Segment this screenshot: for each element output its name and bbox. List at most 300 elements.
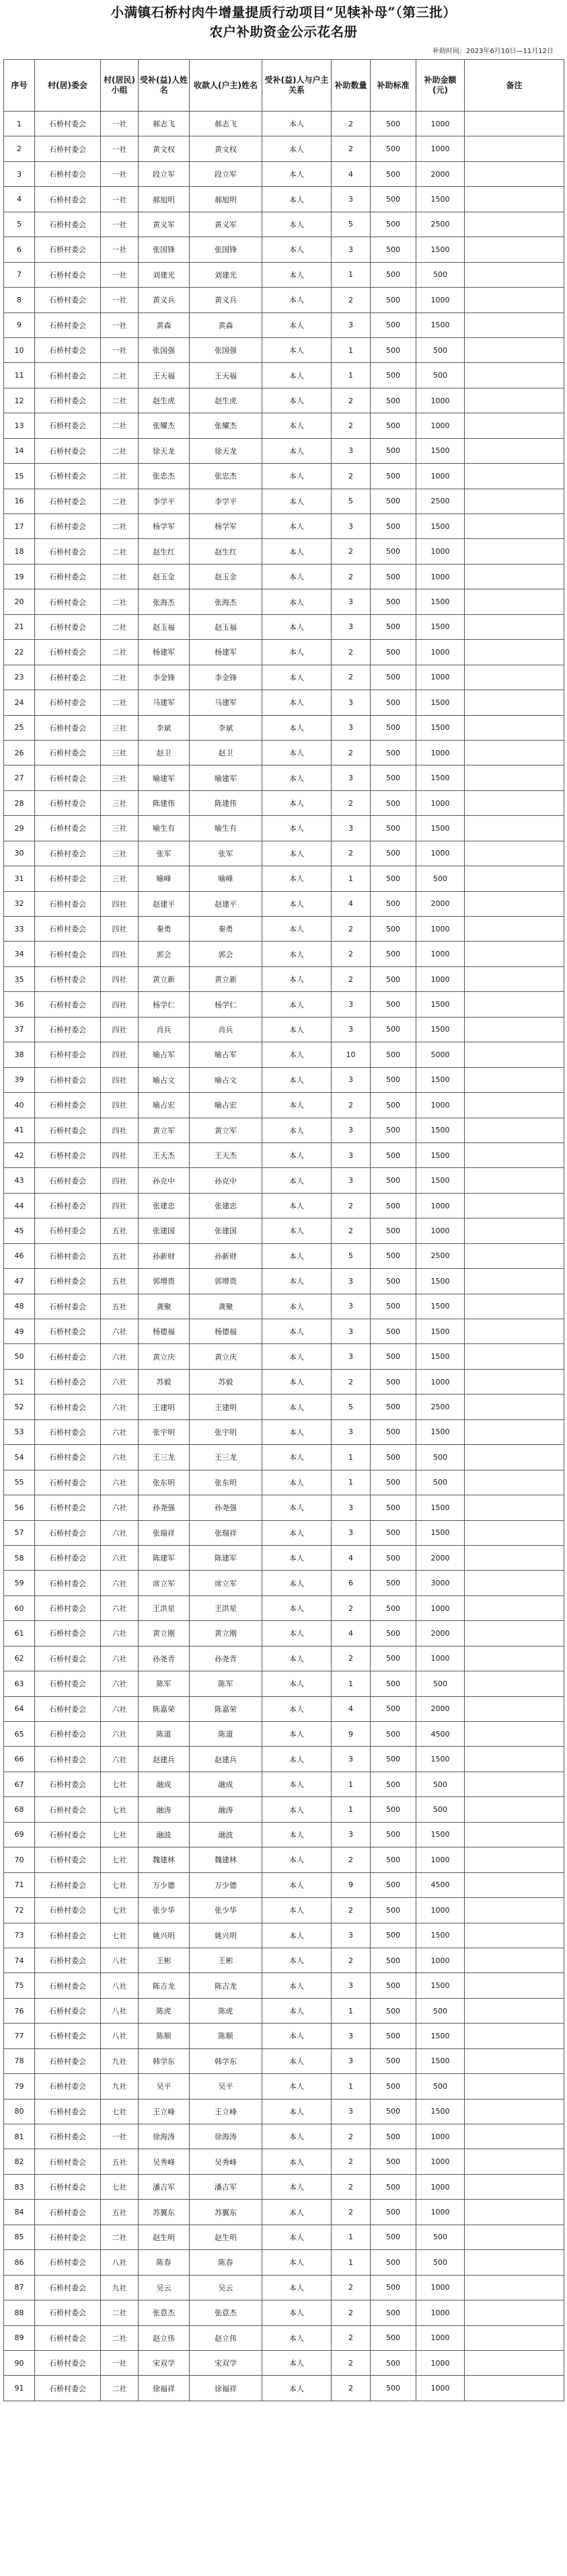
- cell-qty: 3: [332, 1973, 371, 1998]
- cell-payee: 喻峰: [190, 866, 262, 891]
- table-row: [4, 1772, 564, 1796]
- table-row: [4, 1696, 564, 1721]
- cell-village: 石桥村委会: [35, 1545, 101, 1570]
- cell-amount: 1000: [416, 1595, 465, 1620]
- cell-std: 500: [371, 1571, 416, 1595]
- roster-table: [3, 59, 564, 2401]
- cell-no: 33: [4, 917, 35, 942]
- cell-amount: 2000: [416, 1696, 465, 1721]
- cell-name: 黄义军: [139, 212, 190, 237]
- cell-name: 张国强: [139, 337, 190, 362]
- cell-amount: 1000: [416, 1948, 465, 1972]
- cell-qty: 2: [332, 740, 371, 765]
- cell-name: 李学平: [139, 489, 190, 513]
- cell-note: [465, 1621, 564, 1646]
- cell-std: 500: [371, 841, 416, 866]
- cell-name: 黄立军: [139, 1118, 190, 1142]
- table-row: [4, 1595, 564, 1620]
- cell-no: 56: [4, 1495, 35, 1520]
- table-row: [4, 1017, 564, 1042]
- cell-payee: 张忠杰: [190, 464, 262, 489]
- cell-village: 石桥村委会: [35, 1243, 101, 1268]
- cell-no: 74: [4, 1948, 35, 1972]
- cell-note: [465, 816, 564, 841]
- cell-no: 47: [4, 1269, 35, 1294]
- cell-note: [465, 489, 564, 513]
- cell-no: 4: [4, 187, 35, 212]
- cell-village: 石桥村委会: [35, 1646, 101, 1671]
- cell-village: 石桥村委会: [35, 891, 101, 916]
- cell-qty: 9: [332, 1872, 371, 1897]
- cell-name: 赵生虎: [139, 388, 190, 413]
- cell-std: 500: [371, 589, 416, 614]
- cell-relation: 本人: [262, 665, 332, 690]
- cell-village: 石桥村委会: [35, 1520, 101, 1545]
- cell-village: 石桥村委会: [35, 1571, 101, 1595]
- cell-amount: 1500: [416, 690, 465, 715]
- table-row: [4, 2149, 564, 2174]
- cell-qty: 2: [332, 665, 371, 690]
- cell-std: 500: [371, 2250, 416, 2275]
- cell-no: 24: [4, 690, 35, 715]
- cell-qty: 3: [332, 992, 371, 1017]
- cell-note: [465, 1344, 564, 1369]
- cell-std: 500: [371, 1847, 416, 1872]
- cell-village: 石桥村委会: [35, 740, 101, 765]
- cell-name: 赵生红: [139, 539, 190, 564]
- cell-relation: 本人: [262, 413, 332, 438]
- cell-qty: 5: [332, 1243, 371, 1268]
- cell-amount: 2000: [416, 1621, 465, 1646]
- cell-group: 二社: [101, 363, 139, 388]
- cell-std: 500: [371, 1998, 416, 2023]
- cell-no: 84: [4, 2200, 35, 2225]
- cell-qty: 3: [332, 438, 371, 463]
- cell-group: 二社: [101, 539, 139, 564]
- cell-name: 韩学东: [139, 2048, 190, 2073]
- table-row: [4, 715, 564, 740]
- cell-payee: 孙克中: [190, 1168, 262, 1193]
- cell-relation: 本人: [262, 942, 332, 966]
- cell-amount: 1000: [416, 288, 465, 313]
- cell-note: [465, 942, 564, 966]
- cell-qty: 2: [332, 2200, 371, 2225]
- cell-relation: 本人: [262, 1042, 332, 1067]
- cell-group: 六社: [101, 1646, 139, 1671]
- cell-note: [465, 1470, 564, 1495]
- cell-note: [465, 1142, 564, 1167]
- cell-group: 三社: [101, 740, 139, 765]
- cell-name: 吴秀峰: [139, 2149, 190, 2174]
- cell-amount: 1000: [416, 942, 465, 966]
- table-row: [4, 790, 564, 815]
- cell-payee: 李斌: [190, 715, 262, 740]
- cell-no: 69: [4, 1822, 35, 1847]
- cell-qty: 2: [332, 1595, 371, 1620]
- cell-group: 四社: [101, 1168, 139, 1193]
- cell-relation: 本人: [262, 2200, 332, 2225]
- cell-payee: 黄立军: [190, 1118, 262, 1142]
- cell-std: 500: [371, 464, 416, 489]
- cell-relation: 本人: [262, 2024, 332, 2048]
- cell-village: 石桥村委会: [35, 1294, 101, 1319]
- cell-note: [465, 1243, 564, 1268]
- cell-note: [465, 187, 564, 212]
- cell-village: 石桥村委会: [35, 715, 101, 740]
- cell-relation: 本人: [262, 2275, 332, 2300]
- cell-qty: 3: [332, 614, 371, 639]
- cell-note: [465, 1671, 564, 1696]
- cell-note: [465, 2099, 564, 2124]
- cell-std: 500: [371, 2200, 416, 2225]
- cell-note: [465, 891, 564, 916]
- cell-no: 79: [4, 2074, 35, 2099]
- cell-payee: 杨德福: [190, 1319, 262, 1344]
- cell-amount: 1500: [416, 816, 465, 841]
- table-row: [4, 841, 564, 866]
- cell-relation: 本人: [262, 1218, 332, 1243]
- cell-relation: 本人: [262, 2174, 332, 2199]
- cell-payee: 融涛: [190, 1797, 262, 1822]
- cell-relation: 本人: [262, 2074, 332, 2099]
- cell-std: 500: [371, 665, 416, 690]
- cell-village: 石桥村委会: [35, 2124, 101, 2149]
- cell-payee: 喻占文: [190, 1067, 262, 1092]
- cell-qty: 3: [332, 2099, 371, 2124]
- cell-relation: 本人: [262, 539, 332, 564]
- cell-no: 61: [4, 1621, 35, 1646]
- cell-no: 75: [4, 1973, 35, 1998]
- table-row: [4, 1193, 564, 1218]
- cell-village: 石桥村委会: [35, 1847, 101, 1872]
- cell-note: [465, 1722, 564, 1747]
- cell-std: 500: [371, 1294, 416, 1319]
- cell-payee: 赵生红: [190, 539, 262, 564]
- cell-village: 石桥村委会: [35, 917, 101, 942]
- cell-qty: 3: [332, 1269, 371, 1294]
- cell-name: 魏建林: [139, 1847, 190, 1872]
- cell-qty: 3: [332, 1495, 371, 1520]
- cell-village: 石桥村委会: [35, 1948, 101, 1972]
- cell-village: 石桥村委会: [35, 2250, 101, 2275]
- cell-std: 500: [371, 363, 416, 388]
- cell-name: 苏翼东: [139, 2200, 190, 2225]
- cell-no: 62: [4, 1646, 35, 1671]
- cell-amount: 1500: [416, 1822, 465, 1847]
- cell-no: 46: [4, 1243, 35, 1268]
- cell-note: [465, 589, 564, 614]
- cell-no: 25: [4, 715, 35, 740]
- cell-village: 石桥村委会: [35, 1621, 101, 1646]
- cell-group: 七社: [101, 2174, 139, 2199]
- cell-amount: 4500: [416, 1722, 465, 1747]
- cell-std: 500: [371, 1872, 416, 1897]
- cell-group: 四社: [101, 1142, 139, 1167]
- header-cell: 收款人(户主)姓名: [190, 60, 262, 112]
- cell-relation: 本人: [262, 1872, 332, 1897]
- cell-payee: 徐海涛: [190, 2124, 262, 2149]
- table-row: [4, 1822, 564, 1847]
- cell-relation: 本人: [262, 2325, 332, 2350]
- cell-qty: 3: [332, 1294, 371, 1319]
- cell-note: [465, 1419, 564, 1444]
- cell-name: 张耀杰: [139, 413, 190, 438]
- cell-no: 39: [4, 1067, 35, 1092]
- cell-qty: 6: [332, 1571, 371, 1595]
- cell-amount: 1500: [416, 1520, 465, 1545]
- cell-payee: 苏翼东: [190, 2200, 262, 2225]
- table-row: [4, 2275, 564, 2300]
- cell-group: 四社: [101, 917, 139, 942]
- cell-std: 500: [371, 1646, 416, 1671]
- cell-note: [465, 1017, 564, 1042]
- cell-std: 500: [371, 1495, 416, 1520]
- cell-no: 71: [4, 1872, 35, 1897]
- table-row: [4, 337, 564, 362]
- cell-no: 88: [4, 2300, 35, 2325]
- cell-amount: 1000: [416, 917, 465, 942]
- table-row: [4, 1319, 564, 1344]
- cell-village: 石桥村委会: [35, 438, 101, 463]
- cell-group: 六社: [101, 1747, 139, 1772]
- cell-village: 石桥村委会: [35, 2300, 101, 2325]
- table-row: [4, 187, 564, 212]
- cell-relation: 本人: [262, 1445, 332, 1470]
- cell-relation: 本人: [262, 1747, 332, 1772]
- cell-amount: 1500: [416, 1294, 465, 1319]
- cell-relation: 本人: [262, 1797, 332, 1822]
- header-row: [4, 60, 564, 112]
- cell-qty: 2: [332, 1093, 371, 1118]
- cell-note: [465, 1067, 564, 1092]
- cell-amount: 1000: [416, 388, 465, 413]
- cell-village: 石桥村委会: [35, 1269, 101, 1294]
- cell-group: 四社: [101, 1067, 139, 1092]
- cell-std: 500: [371, 1369, 416, 1394]
- cell-no: 12: [4, 388, 35, 413]
- cell-amount: 500: [416, 1445, 465, 1470]
- cell-note: [465, 866, 564, 891]
- cell-payee: 黄文权: [190, 136, 262, 161]
- cell-name: 孙新财: [139, 1243, 190, 1268]
- cell-no: 65: [4, 1722, 35, 1747]
- cell-payee: 王天杰: [190, 1142, 262, 1167]
- cell-qty: 2: [332, 388, 371, 413]
- cell-relation: 本人: [262, 2300, 332, 2325]
- table-row: [4, 112, 564, 136]
- cell-note: [465, 237, 564, 262]
- cell-note: [465, 212, 564, 237]
- cell-relation: 本人: [262, 917, 332, 942]
- cell-std: 500: [371, 1595, 416, 1620]
- cell-amount: 1500: [416, 1118, 465, 1142]
- cell-std: 500: [371, 187, 416, 212]
- cell-note: [465, 1445, 564, 1470]
- table-row: [4, 866, 564, 891]
- cell-amount: 1500: [416, 1017, 465, 1042]
- cell-relation: 本人: [262, 2149, 332, 2174]
- cell-relation: 本人: [262, 262, 332, 287]
- table-row: [4, 2376, 564, 2401]
- cell-no: 1: [4, 112, 35, 136]
- header-cell: 备注: [465, 60, 564, 112]
- cell-group: 八社: [101, 1998, 139, 2023]
- cell-std: 500: [371, 1193, 416, 1218]
- cell-note: [465, 464, 564, 489]
- cell-qty: 1: [332, 363, 371, 388]
- cell-relation: 本人: [262, 1294, 332, 1319]
- cell-relation: 本人: [262, 816, 332, 841]
- cell-village: 石桥村委会: [35, 1898, 101, 1923]
- cell-payee: 张意杰: [190, 2300, 262, 2325]
- cell-payee: 孙尧青: [190, 1646, 262, 1671]
- cell-no: 86: [4, 2250, 35, 2275]
- cell-name: 吴云: [139, 2275, 190, 2300]
- cell-note: [465, 1948, 564, 1972]
- cell-std: 500: [371, 966, 416, 991]
- cell-name: 宋双学: [139, 2350, 190, 2375]
- cell-note: [465, 841, 564, 866]
- cell-qty: 2: [332, 2350, 371, 2375]
- cell-relation: 本人: [262, 1621, 332, 1646]
- cell-name: 姚兴明: [139, 1923, 190, 1948]
- table-row: [4, 1445, 564, 1470]
- cell-no: 73: [4, 1923, 35, 1948]
- cell-std: 500: [371, 1948, 416, 1972]
- cell-no: 35: [4, 966, 35, 991]
- cell-relation: 本人: [262, 112, 332, 136]
- cell-note: [465, 539, 564, 564]
- cell-name: 孙尧强: [139, 1495, 190, 1520]
- cell-name: 张宇明: [139, 1419, 190, 1444]
- cell-village: 石桥村委会: [35, 1369, 101, 1394]
- cell-name: 苏毅: [139, 1369, 190, 1394]
- cell-amount: 1500: [416, 1923, 465, 1948]
- cell-qty: 2: [332, 539, 371, 564]
- cell-name: 李斌: [139, 715, 190, 740]
- cell-village: 石桥村委会: [35, 790, 101, 815]
- cell-group: 七社: [101, 1872, 139, 1897]
- cell-qty: 1: [332, 1797, 371, 1822]
- cell-note: [465, 388, 564, 413]
- cell-name: 张忠杰: [139, 464, 190, 489]
- cell-note: [465, 1646, 564, 1671]
- cell-std: 500: [371, 564, 416, 589]
- cell-amount: 2500: [416, 489, 465, 513]
- table-row: [4, 464, 564, 489]
- cell-no: 78: [4, 2048, 35, 2073]
- cell-relation: 本人: [262, 614, 332, 639]
- cell-std: 500: [371, 1042, 416, 1067]
- cell-amount: 1500: [416, 1419, 465, 1444]
- cell-qty: 2: [332, 288, 371, 313]
- cell-payee: 杨学军: [190, 514, 262, 539]
- cell-village: 石桥村委会: [35, 614, 101, 639]
- cell-no: 32: [4, 891, 35, 916]
- cell-qty: 2: [332, 464, 371, 489]
- cell-name: 孙尧青: [139, 1646, 190, 1671]
- cell-note: [465, 2149, 564, 2174]
- cell-qty: 3: [332, 816, 371, 841]
- cell-std: 500: [371, 388, 416, 413]
- cell-std: 500: [371, 1344, 416, 1369]
- cell-group: 二社: [101, 438, 139, 463]
- cell-payee: 万少德: [190, 1872, 262, 1897]
- cell-qty: 2: [332, 2149, 371, 2174]
- cell-village: 石桥村委会: [35, 363, 101, 388]
- cell-name: 陈嘉荣: [139, 1696, 190, 1721]
- cell-note: [465, 1495, 564, 1520]
- cell-name: 赵建兵: [139, 1747, 190, 1772]
- cell-no: 53: [4, 1419, 35, 1444]
- cell-std: 500: [371, 866, 416, 891]
- table-row: [4, 2048, 564, 2073]
- cell-relation: 本人: [262, 489, 332, 513]
- cell-std: 500: [371, 2275, 416, 2300]
- cell-std: 500: [371, 136, 416, 161]
- cell-payee: 刘建光: [190, 262, 262, 287]
- subsidy-time-range: 补助时间：2023年6月10日—11月12日: [432, 48, 554, 55]
- cell-note: [465, 1168, 564, 1193]
- cell-village: 石桥村委会: [35, 1998, 101, 2023]
- cell-group: 一社: [101, 136, 139, 161]
- cell-note: [465, 1118, 564, 1142]
- cell-group: 九社: [101, 2048, 139, 2073]
- cell-note: [465, 2350, 564, 2375]
- cell-relation: 本人: [262, 1395, 332, 1419]
- cell-qty: 1: [332, 1998, 371, 2023]
- cell-group: 五社: [101, 1243, 139, 1268]
- cell-name: 王立峰: [139, 2099, 190, 2124]
- cell-village: 石桥村委会: [35, 1923, 101, 1948]
- cell-payee: 喻建军: [190, 765, 262, 790]
- cell-relation: 本人: [262, 1545, 332, 1570]
- cell-group: 三社: [101, 790, 139, 815]
- cell-name: 杨德福: [139, 1319, 190, 1344]
- cell-no: 57: [4, 1520, 35, 1545]
- cell-group: 二社: [101, 2300, 139, 2325]
- cell-name: 徐福祥: [139, 2376, 190, 2401]
- table-row: [4, 1948, 564, 1972]
- table-row: [4, 1671, 564, 1696]
- cell-qty: 10: [332, 1042, 371, 1067]
- cell-group: 五社: [101, 1294, 139, 1319]
- cell-amount: 1000: [416, 790, 465, 815]
- cell-no: 85: [4, 2225, 35, 2249]
- cell-relation: 本人: [262, 514, 332, 539]
- cell-note: [465, 136, 564, 161]
- table-row: [4, 2124, 564, 2149]
- cell-no: 14: [4, 438, 35, 463]
- cell-group: 七社: [101, 1898, 139, 1923]
- cell-payee: 赵生明: [190, 2225, 262, 2249]
- cell-amount: 1500: [416, 1344, 465, 1369]
- cell-amount: 1500: [416, 992, 465, 1017]
- cell-relation: 本人: [262, 891, 332, 916]
- cell-note: [465, 1269, 564, 1294]
- cell-qty: 2: [332, 2300, 371, 2325]
- cell-no: 7: [4, 262, 35, 287]
- cell-no: 83: [4, 2174, 35, 2199]
- cell-no: 72: [4, 1898, 35, 1923]
- cell-qty: 2: [332, 112, 371, 136]
- table-row: [4, 313, 564, 337]
- cell-no: 15: [4, 464, 35, 489]
- cell-note: [465, 2074, 564, 2099]
- cell-amount: 1000: [416, 564, 465, 589]
- cell-village: 石桥村委会: [35, 1218, 101, 1243]
- cell-group: 六社: [101, 1419, 139, 1444]
